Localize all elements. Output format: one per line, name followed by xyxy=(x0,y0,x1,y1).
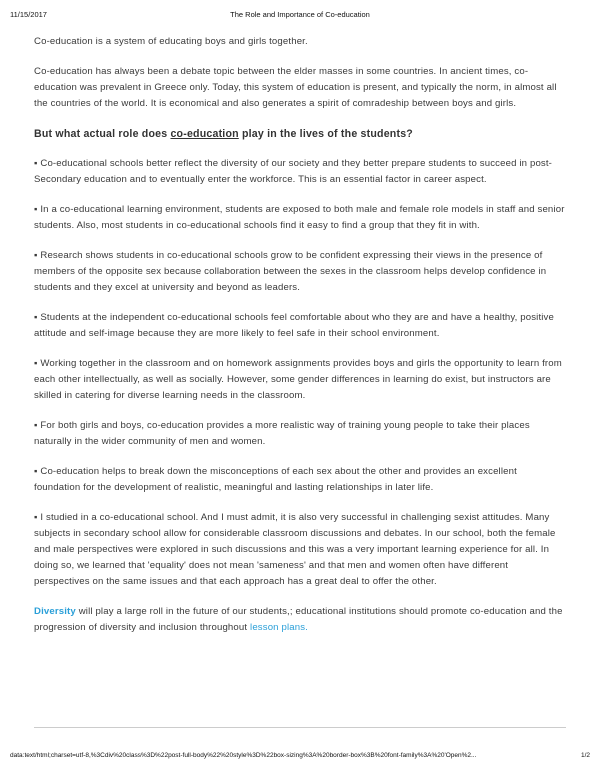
print-date: 11/15/2017 xyxy=(10,10,47,19)
question-after: play in the lives of the students? xyxy=(238,128,413,140)
bullet-paragraph-6: ▪ For both girls and boys, co-education provides a more realistic way of training young people to take their places naturally in the wider community of men and women. xyxy=(34,420,530,447)
closing-paragraph xyxy=(34,604,566,636)
bullet-paragraph-3: ▪ Research shows students in co-educational schools grow to be confident expressing their views in the presence of members of the opposite sex because collaboration between the sexes in the classroom helps develop confidence in students and they excel at university and beyond as leaders. xyxy=(34,250,547,293)
page-title: The Role and Importance of Co-education xyxy=(230,10,370,19)
section-question xyxy=(34,126,566,142)
question-before: But what actual role does xyxy=(34,128,171,140)
diversity-link[interactable]: Diversity xyxy=(34,606,76,617)
bullet-paragraph-7: ▪ Co-education helps to break down the misconceptions of each sex about the other and provides an excellent foundation for the development of realistic, meaningful and lasting relationships in later life. xyxy=(34,466,517,493)
intro-paragraph-2: Co-education has always been a debate topic between the elder masses in some countries. In ancient times, co-education was prevalent in Greece only. Today, this system of education is present, and typically the norm, in almost all the countries of the world. It is economical and also generates a spirit of comradeship between boys and girls. xyxy=(34,66,557,109)
bullet-paragraph-2: ▪ In a co-educational learning environment, students are exposed to both male and female role models in staff and senior students. Also, most students in co-educational schools find it easy to find a group that they fit in with. xyxy=(34,204,565,231)
divider xyxy=(34,727,566,728)
print-footer xyxy=(0,752,600,764)
page-number: 1/2 xyxy=(580,752,590,759)
bullet-paragraph-1: ▪ Co-educational schools better reflect the diversity of our society and they better prepare students to succeed in post-Secondary education and to eventually enter the workforce. This is an essential factor in career aspect. xyxy=(34,158,553,185)
bullet-paragraph-8: ▪ I studied in a co-educational school. And I must admit, it is also very successful in challenging sexist attitudes. Many subjects in secondary school allow for considerable classroom discussions and debates. In our school, both the female and male perspectives were explored in such discussions and this was a very important learning experience for all. In doing so, we learned that 'equality' does not mean 'sameness' and that men and women often have different perspectives on the same issues and that each approach has a great deal to offer the other. xyxy=(34,512,556,587)
source-url: data:text/html;charset=utf-8,%3Cdiv%20class%3D%22post-full-body%22%20style%3D%22box-sizing%3A%20border-box%3B%20font-family%3A%20'Open%2... xyxy=(10,752,477,759)
intro-paragraph-1: Co-education is a system of educating boys and girls together. xyxy=(34,36,308,47)
lesson-plans-link[interactable]: lesson plans. xyxy=(250,622,308,633)
bullet-paragraph-4: ▪ Students at the independent co-educational schools feel comfortable about who they are and have a healthy, positive attitude and self-image because they are more likely to feel safe in their school environment. xyxy=(34,312,554,339)
closing-text: will play a large roll in the future of our students,; educational institutions should promote co-education and the progression of diversity and inclusion throughout xyxy=(34,606,563,633)
print-header xyxy=(0,10,600,24)
article-body xyxy=(34,34,566,650)
bullet-paragraph-5: ▪ Working together in the classroom and on homework assignments provides boys and girls the opportunity to learn from each other intellectually, as well as socially. However, some gender differences in learning do exist, but instructors are skilled in catering for diverse learning needs in the classroom. xyxy=(34,358,562,401)
co-education-link[interactable]: co-education xyxy=(170,128,239,140)
